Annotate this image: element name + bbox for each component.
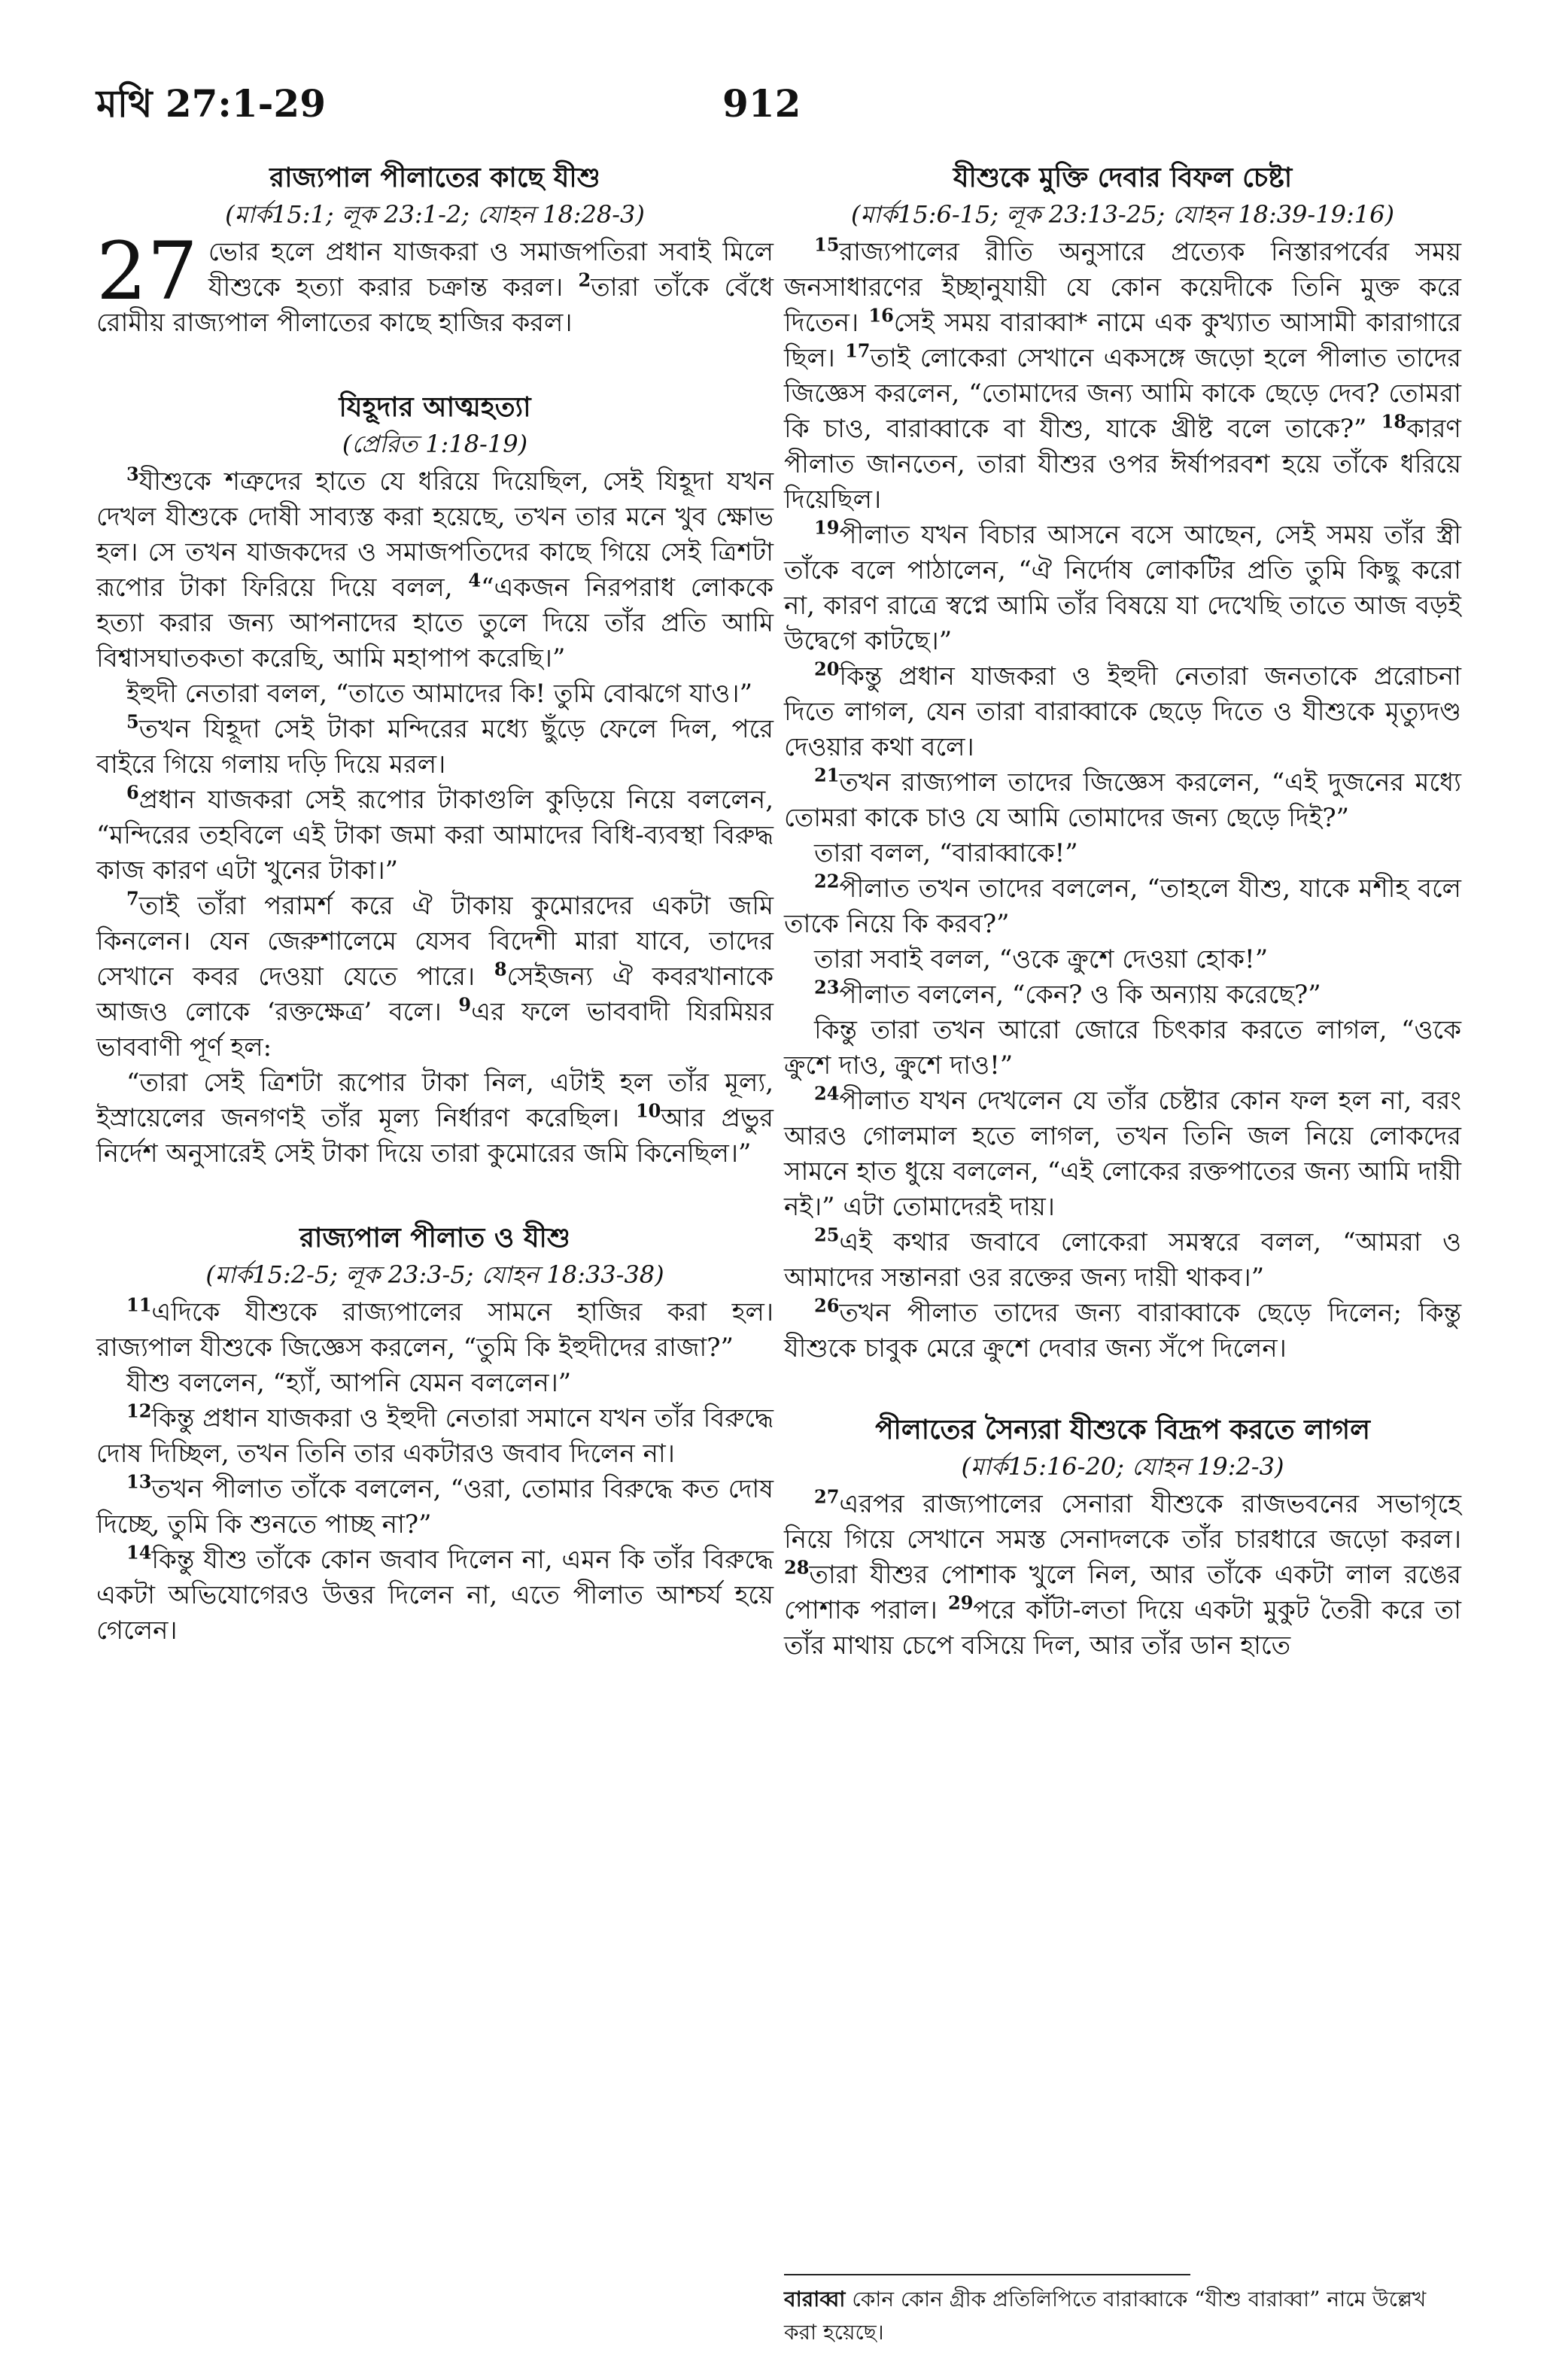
section-heading: রাজ্যপাল পীলাত ও যীশু (299, 1222, 570, 1254)
page-number: 912 (722, 81, 801, 126)
verse-number: 17 (845, 339, 871, 362)
verse-text: আর প্রভুর নির্দেশ অনুসারেই সেই টাকা দিয়ে তারা কুমোরের জমি কিনেছিল।” (96, 1103, 774, 1169)
verse-text: পীলাত বললেন, “কেন? ও কি অন্যায় করেছে?” (839, 980, 1321, 1010)
verse-number: 28 (784, 1556, 810, 1579)
paragraph (96, 464, 774, 676)
verse-number: 25 (814, 1223, 840, 1246)
footnote-text: কোন কোন গ্রীক প্রতিলিপিতে বারাব্বাকে “যীশু বারাব্বা” নামে উল্লেখ করা হয়েছে। (784, 2287, 1427, 2345)
verse-number: 15 (814, 233, 840, 256)
verse-text: তখন যিহূদা সেই টাকা মন্দিরের মধ্যে ছুঁড়ে ফেলে দিল, পরে বাইরে গিয়ে গলায় দড়ি দিয়ে মরল। (96, 714, 774, 780)
verse-number: 24 (814, 1082, 840, 1105)
verse-number: 2 (578, 269, 591, 291)
verse-number: 11 (126, 1293, 152, 1316)
verse-number: 23 (814, 976, 840, 999)
verse-text: সেই সময় বারাব্বা* নামে এক কুখ্যাত আসামী কারাগারে ছিল। (784, 308, 1461, 373)
verse-number: 18 (1381, 410, 1407, 433)
verse-text: পীলাত যখন দেখলেন যে তাঁর চেষ্টার কোন ফল হল না, বরং আরও গোলমাল হতে লাগল, তখন তিনি জল নিয়ে লোকদের সামনে হাত ধুয়ে বললেন, “এই লোকের রক্তপাতের জন্য আমি দায়ী নই।” এটা তোমাদেরই দায়। (784, 1086, 1461, 1222)
cross-reference: (মার্ক15:1; লূক 23:1-2; যোহন 18:28-3) (225, 200, 645, 229)
verse-text: পীলাত তখন তাদের বললেন, “তাহলে যীশু, যাকে মশীহ বলে তাকে নিয়ে কি করব?” (784, 874, 1461, 939)
paragraph (784, 235, 1461, 518)
footnote (784, 2283, 1461, 2349)
verse-text: কিন্তু প্রধান যাজকরা ও ইহুদী নেতারা জনতাকে প্ররোচনা দিতে লাগল, যেন তারা বারাব্বাকে ছেড়ে দিতে ও যীশুকে মৃত্যুদণ্ড দেওয়ার কথা বলে। (784, 661, 1461, 762)
section-heading: পীলাতের সৈন্যরা যীশুকে বিদ্রূপ করতে লাগল (875, 1414, 1370, 1445)
paragraph (96, 1065, 774, 1172)
paragraph (96, 712, 774, 783)
paragraph (784, 518, 1461, 659)
paragraph (96, 1543, 774, 1649)
cross-reference: (মার্ক15:2-5; লূক 23:3-5; যোহন 18:33-38) (205, 1260, 664, 1289)
verse-number: 22 (814, 870, 840, 892)
cross-reference: (প্রেরিত 1:18-19) (342, 430, 528, 458)
paragraph (784, 1487, 1461, 1664)
verse-text: যীশুকে শত্রুদের হাতে যে ধরিয়ে দিয়েছিল, সেই যিহূদা যখন দেখল যীশুকে দোষী সাব্যস্ত করা হয়েছে, তখন তার মনে খুব ক্ষোভ হল। সে তখন যাজকদের ও সমাজপতিদের কাছে গিয়ে সেই ত্রিশটা রূপোর টাকা ফিরিয়ে দিয়ে বলল, (96, 467, 774, 603)
paragraph (96, 1472, 774, 1543)
verse-text: প্রধান যাজকরা সেই রূপোর টাকাগুলি কুড়িয়ে নিয়ে বললেন, “মন্দিরের তহবিলে এই টাকা জমা করা আমাদের বিধি-ব্যবস্থা বিরুদ্ধ কাজ কারণ এটা খুনের টাকা।” (96, 785, 774, 886)
verse-text: কিন্তু তারা তখন আরো জোরে চিৎকার করতে লাগল, “ওকে ক্রুশে দাও, ক্রুশে দাও!” (784, 1015, 1461, 1081)
paragraph (784, 836, 1461, 871)
footnote-divider (784, 2274, 1190, 2275)
verse-number: 9 (458, 993, 472, 1016)
section-heading: যিহূদার আত্মহত্যা (339, 391, 531, 423)
cross-reference: (মার্ক15:16-20; যোহন 19:2-3) (961, 1452, 1284, 1481)
footnote-term: বারাব্বা (784, 2287, 846, 2312)
paragraph (784, 942, 1461, 977)
verse-text: ভোর হলে প্রধান যাজকরা ও সমাজপতিরা সবাই মিলে যীশুকে হত্যা করার চক্রান্ত করল। (208, 237, 774, 302)
verse-text: যীশু বললেন, “হ্যাঁ, আপনি যেমন বললেন।” (126, 1368, 572, 1398)
paragraph (784, 871, 1461, 942)
paragraph (96, 1401, 774, 1472)
verse-text: তারা সবাই বলল, “ওকে ক্রুশে দেওয়া হোক!” (814, 944, 1269, 974)
verse-number: 29 (948, 1591, 974, 1614)
verse-text: “একজন নিরপরাধ লোককে হত্যা করার জন্য আপনাদের হাতে তুলে দিয়ে তাঁর প্রতি আমি বিশ্বাসঘাতকতা করেছি, আমি মহাপাপ করেছি।” (96, 573, 774, 673)
left-column (96, 158, 774, 1649)
verse-number: 20 (814, 658, 840, 680)
verse-text: সেইজন্য ঐ কবরখানাকে আজও লোকে ‘রক্তক্ষেত্র’ বলে। (96, 962, 774, 1027)
right-column (784, 158, 1461, 1664)
verse-number: 21 (814, 764, 840, 786)
paragraph (784, 1225, 1461, 1296)
verse-number: 16 (868, 304, 894, 327)
paragraph (784, 659, 1461, 765)
verse-text: কিন্তু যীশু তাঁকে কোন জবাব দিলেন না, এমন কি তাঁর বিরুদ্ধে একটা অভিযোগেরও উত্তর দিলেন না, এতে পীলাত আশ্চর্য হয়ে গেলেন। (96, 1545, 774, 1646)
verse-number: 6 (126, 781, 139, 804)
verse-number: 3 (126, 463, 139, 485)
verse-text: এরপর রাজ্যপালের সেনারা যীশুকে রাজভবনের সভাগৃহে নিয়ে গিয়ে সেখানে সমস্ত সেনাদলকে তাঁর চারধারে জড়ো করল। (784, 1489, 1461, 1555)
verse-number: 8 (494, 958, 507, 980)
verse-text: কিন্তু প্রধান যাজকরা ও ইহুদী নেতারা সমানে যখন তাঁর বিরুদ্ধে দোষ দিচ্ছিল, তখন তিনি তার একটারও জবাব দিলেন না। (96, 1403, 774, 1469)
section-heading: রাজ্যপাল পীলাতের কাছে যীশু (269, 162, 600, 193)
paragraph (784, 977, 1461, 1013)
verse-number: 27 (814, 1485, 840, 1508)
section-heading: যীশুকে মুক্তি দেবার বিফল চেষ্টা (953, 162, 1293, 193)
paragraph (784, 1084, 1461, 1225)
paragraph (784, 1013, 1461, 1084)
chapter-number: 27 (96, 225, 198, 318)
cross-reference: (মার্ক15:6-15; লূক 23:13-25; যোহন 18:39-19:16) (851, 200, 1394, 229)
verse-text: তখন পীলাত তাদের জন্য বারাব্বাকে ছেড়ে দিলেন; কিন্তু যীশুকে চাবুক মেরে ক্রুশে দেবার জন্য সঁপে দিলেন। (784, 1298, 1461, 1363)
paragraph (96, 1366, 774, 1401)
verse-number: 13 (126, 1470, 152, 1493)
verse-text: এদিকে যীশুকে রাজ্যপালের সামনে হাজির করা হল। রাজ্যপাল যীশুকে জিজ্ঞেস করলেন, “তুমি কি ইহুদীদের রাজা?” (96, 1297, 774, 1363)
verse-number: 12 (126, 1400, 152, 1422)
verse-text: রাজ্যপালের রীতি অনুসারে প্রত্যেক নিস্তারপর্বের সময় জনসাধারণের ইচ্ছানুযায়ী যে কোন কয়েদীকে তিনি মুক্ত করে দিতেন। (784, 237, 1461, 338)
verse-number: 19 (814, 516, 840, 539)
paragraph (96, 676, 774, 712)
verse-number: 7 (126, 887, 139, 910)
verse-text: এর ফলে ভাববাদী যিরমিয়র ভাববাণী পূর্ণ হল: (96, 997, 774, 1062)
verse-number: 26 (814, 1294, 840, 1317)
verse-text: পরে কাঁটা-লতা দিয়ে একটা মুকুট তৈরী করে তা তাঁর মাথায় চেপে বসিয়ে দিল, আর তাঁর ডান হাতে (784, 1595, 1461, 1661)
verse-number: 14 (126, 1541, 152, 1564)
paragraph (96, 889, 774, 1065)
verse-text: তারা বলল, “বারাব্বাকে!” (814, 838, 1078, 868)
verse-number: 5 (126, 710, 139, 733)
paragraph (96, 1295, 774, 1366)
verse-text: তখন রাজ্যপাল তাদের জিজ্ঞেস করলেন, “এই দুজনের মধ্যে তোমরা কাকে চাও যে আমি তোমাদের জন্য ছেড়ে দিই?” (784, 767, 1461, 833)
paragraph (96, 783, 774, 889)
verse-number: 10 (635, 1099, 661, 1122)
verse-text: তাই লোকেরা সেখানে একসঙ্গে জড়ো হলে পীলাত তাদের জিজ্ঞেস করলেন, “তোমাদের জন্য আমি কাকে ছেড়ে দেব? তোমরা কি চাও, বারাব্বাকে বা যীশু, যাকে খ্রীষ্ট বলে তাকে?” (784, 343, 1462, 444)
running-head-reference: মথি 27:1-29 (96, 81, 327, 126)
verse-text: ইহুদী নেতারা বলল, “তাতে আমাদের কি! তুমি বোঝগে যাও।” (126, 679, 752, 709)
verse-text: কারণ পীলাত জানতেন, তারা যীশুর ওপর ঈর্ষাপরবশ হয়ে তাঁকে ধরিয়ে দিয়েছিল। (784, 414, 1461, 515)
paragraph (784, 765, 1461, 836)
verse-text: তারা তাঁকে বেঁধে রোমীয় রাজ্যপাল পীলাতের কাছে হাজির করল। (96, 272, 774, 338)
paragraph (784, 1296, 1461, 1366)
verse-number: 4 (468, 569, 482, 591)
verse-text: তারা যীশুর পোশাক খুলে নিল, আর তাঁকে একটা লাল রঙের পোশাক পরাল। (784, 1560, 1461, 1625)
verse-text: তখন পীলাত তাঁকে বললেন, “ওরা, তোমার বিরুদ্ধে কত দোষ দিচ্ছে, তুমি কি শুনতে পাচ্ছ না?” (96, 1474, 774, 1540)
paragraph (96, 225, 774, 341)
verse-text: পীলাত যখন বিচার আসনে বসে আছেন, সেই সময় তাঁর স্ত্রী তাঁকে বলে পাঠালেন, “ঐ নির্দোষ লোকটির প্রতি তুমি কিছু করো না, কারণ রাত্রে স্বপ্নে আমি তাঁর বিষয়ে যা দেখেছি তাতে আজ বড়ই উদ্বেগে কাটছে।” (784, 520, 1461, 656)
verse-text: এই কথার জবাবে লোকেরা সমস্বরে বলল, “আমরা ও আমাদের সন্তানরা ওর রক্তের জন্য দায়ী থাকব।” (784, 1227, 1461, 1293)
verse-text: “তারা সেই ত্রিশটা রূপোর টাকা নিল, এটাই হল তাঁর মূল্য, ইস্রায়েলের জনগণই তাঁর মূল্য নির্ধারণ করেছিল। (96, 1068, 774, 1133)
verse-text: তাই তাঁরা পরামর্শ করে ঐ টাকায় কুমোরদের একটা জমি কিনলেন। যেন জেরুশালেমে যেসব বিদেশী মারা যাবে, তাদের সেখানে কবর দেওয়া যেতে পারে। (96, 891, 774, 992)
